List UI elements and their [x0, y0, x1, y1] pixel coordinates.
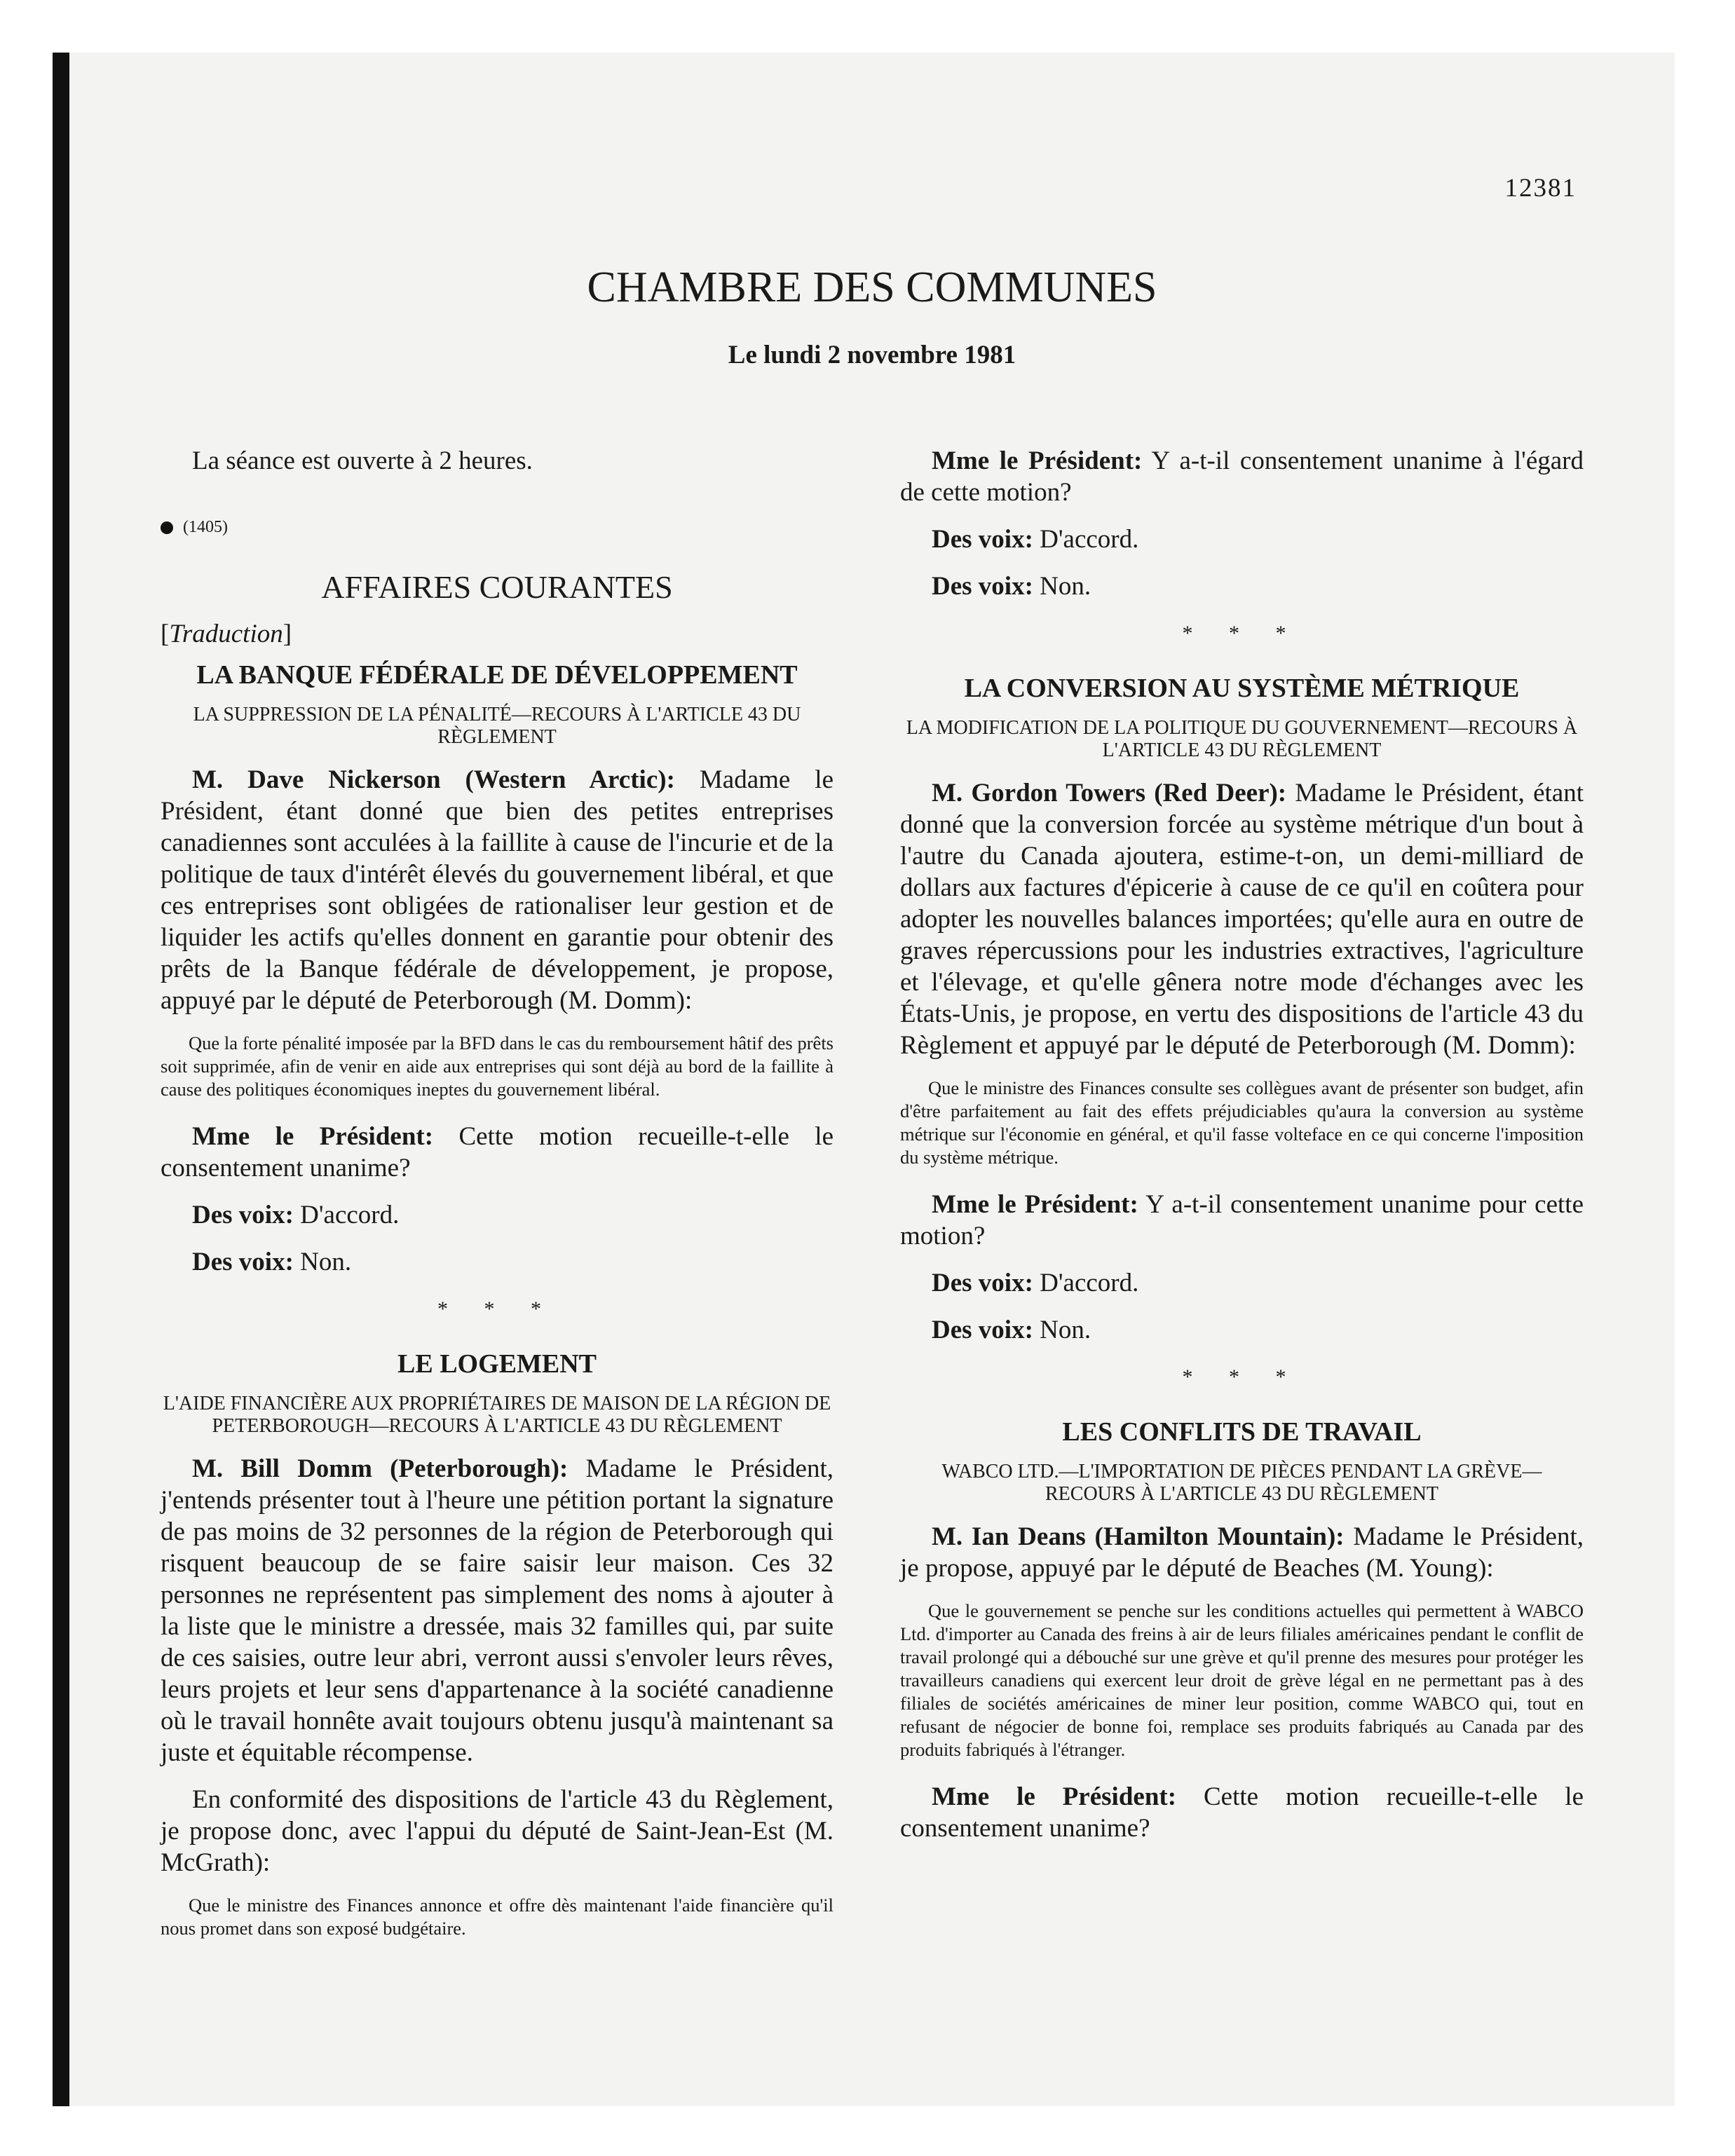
topic-heading-logement: LE LOGEMENT [397, 1349, 597, 1379]
right-column [900, 445, 1584, 1860]
time-marker [161, 512, 834, 543]
motion-text-metrique: Que le ministre des Finances consulte ses collègues avant de présenter son budget, afin d'être parfaitement au fait des effets préjudiciables qu'aura la conversion au système métrique sur l'économie en général, et qu'il fasse volteface en ce qui concerne l'imposition du système métrique. [900, 1077, 1584, 1168]
voices-no [161, 1246, 834, 1278]
opening-line: La séance est ouverte à 2 heures. [192, 446, 533, 475]
speech-text: Madame le Président, je propose, appuyé par le député de Beaches (M. Young): [900, 1522, 1584, 1583]
speaker-name: Des voix: [932, 1316, 1033, 1344]
section-heading: AFFAIRES COURANTES [321, 569, 673, 605]
speech-text: Cette motion recueille-t-elle le consentement unanime? [161, 1122, 834, 1182]
speech-text: D'accord. [300, 1201, 400, 1229]
speech-text: Madame le Président, j'entends présenter tout à l'heure une pétition portant la signature de pas moins de 32 personnes de la région de Peterborough qui risquent beaucoup de se faire saisir leur maison. Ces 32 personnes ne représentent pas simplement des noms à ajouter à la liste que le ministre a dressée, mais 32 familles qui, par suite de ces saisies, outre leur abri, verront aussi s'envoler leurs rêves, leurs projets et leur sens d'appartenance à la société canadienne où le travail honnête avait toujours obtenu jusqu'à maintenant sa juste et équitable récompense. [161, 1454, 834, 1767]
voices-no [900, 1314, 1584, 1346]
translation-note-text: Traduction [169, 620, 283, 648]
speaker-name: Des voix: [932, 1269, 1033, 1297]
speaker-name: Mme le Président: [932, 1782, 1177, 1811]
motion-text-travail: Que le gouvernement se penche sur les conditions actuelles qui permettent à WABCO Ltd. d'importer au Canada des freins à air de leurs filiales américaines pendant le conflit de travail prolongé qui a débouché sur une grève et qu'il prenne des mesures pour protéger les travailleurs canadiens qui exercent leur droit de grève légal en ne permettant pas à des filiales de sociétés américaines de miner leur position, comme WABCO qui, tout en refusant de négocier de bonne foi, remplace ses produits fabriqués au Canada par des produits fabriqués à l'étranger. [900, 1600, 1584, 1760]
binding-edge [53, 53, 69, 2106]
motion-text-bfd: Que la forte pénalité imposée par la BFD dans le cas du remboursement hâtif des prêts soit supprimée, afin de venir en aide aux entreprises qui sont déjà au bord de la faillite à cause des politiques économiques ineptes du gouvernement libéral. [161, 1032, 834, 1100]
speech-domm-continued: En conformité des dispositions de l'article 43 du Règlement, je propose donc, avec l'appui du député de Saint-Jean-Est (M. McGrath): [161, 1785, 834, 1877]
speech-nickerson [161, 764, 834, 1016]
topic-subheading-metrique: LA MODIFICATION DE LA POLITIQUE DU GOUVERNEMENT—RECOURS À L'ARTICLE 43 DU RÈGLEMENT [906, 717, 1578, 761]
speaker-name: Des voix: [192, 1201, 294, 1229]
speaker-name: M. Bill Domm (Peterborough): [192, 1454, 569, 1483]
topic-heading-bfd: LA BANQUE FÉDÉRALE DE DÉVELOPPEMENT [196, 660, 798, 690]
president-question [161, 1121, 834, 1184]
speech-text: Non. [1040, 1316, 1091, 1344]
president-question [900, 445, 1584, 508]
section-separator: * * * [1182, 622, 1302, 645]
speaker-name: M. Ian Deans (Hamilton Mountain): [932, 1522, 1345, 1551]
speaker-name: M. Gordon Towers (Red Deer): [932, 779, 1287, 807]
voices-yes [900, 524, 1584, 555]
speech-text: Non. [300, 1248, 352, 1276]
topic-heading-metrique: LA CONVERSION AU SYSTÈME MÉTRIQUE [964, 674, 1520, 703]
page-title: CHAMBRE DES COMMUNES [587, 264, 1157, 311]
speech-text: Madame le Président, étant donné que bien des petites entreprises canadiennes sont acculées à la faillite à cause de l'incurie et de la politique de taux d'intérêt élevés du gouvernement libéral, et que ces entreprises sont obligées de rationaliser leur gestion et de liquider les actifs qu'elles donnent en garantie pour obtenir des prêts de la Banque fédérale de développement, je propose, appuyé par le député de Peterborough (M. Domm): [161, 765, 834, 1015]
left-column [161, 445, 834, 1960]
speaker-name: M. Dave Nickerson (Western Arctic): [192, 765, 675, 794]
president-question [900, 1781, 1584, 1844]
motion-text-logement: Que le ministre des Finances annonce et offre dès maintenant l'aide financière qu'il nous promet dans son exposé budgétaire. [161, 1895, 834, 1939]
topic-subheading-travail: WABCO LTD.—L'IMPORTATION DE PIÈCES PENDANT LA GRÈVE—RECOURS À L'ARTICLE 43 DU RÈGLEMENT [941, 1461, 1542, 1505]
time-marker-text: (1405) [183, 518, 228, 536]
translation-note: [Traduction] [161, 620, 292, 648]
topic-subheading-logement: L'AIDE FINANCIÈRE AUX PROPRIÉTAIRES DE MAISON DE LA RÉGION DE PETERBOROUGH—RECOURS À L'ARTICLE 43 DU RÈGLEMENT [163, 1393, 831, 1437]
speaker-name: Des voix: [932, 572, 1033, 601]
speech-towers [900, 777, 1584, 1061]
page-sheet [69, 53, 1675, 2106]
voices-yes [161, 1199, 834, 1231]
speech-domm [161, 1453, 834, 1768]
bullet-icon [161, 521, 173, 534]
speech-text: D'accord. [1040, 1269, 1139, 1297]
section-separator: * * * [1182, 1365, 1302, 1389]
speech-deans [900, 1521, 1584, 1584]
president-question [900, 1189, 1584, 1252]
speaker-name: Mme le Président: [932, 1190, 1138, 1219]
speech-text: Non. [1040, 572, 1091, 601]
voices-no [900, 571, 1584, 602]
speaker-name: Mme le Président: [932, 446, 1143, 475]
speech-text: Cette motion recueille-t-elle le consentement unanime? [900, 1782, 1584, 1843]
speech-text: Y a-t-il consentement unanime pour cette motion? [900, 1190, 1584, 1250]
section-separator: * * * [437, 1297, 557, 1321]
voices-yes [900, 1267, 1584, 1299]
sitting-date: Le lundi 2 novembre 1981 [728, 341, 1016, 369]
speech-text: D'accord. [1040, 525, 1139, 554]
speaker-name: Des voix: [192, 1248, 294, 1276]
speaker-name: Mme le Président: [192, 1122, 434, 1151]
speech-text: Y a-t-il consentement unanime à l'égard de cette motion? [900, 446, 1584, 507]
topic-heading-travail: LES CONFLITS DE TRAVAIL [1062, 1417, 1422, 1447]
topic-subheading-bfd: LA SUPPRESSION DE LA PÉNALITÉ—RECOURS À L'ARTICLE 43 DU RÈGLEMENT [193, 704, 801, 748]
page-number: 12381 [1504, 174, 1577, 203]
speech-text: Madame le Président, étant donné que la conversion forcée au système métrique d'un bout à l'autre du Canada ajoutera, estime-t-on, un demi-milliard de dollars aux factures d'épicerie à cause de ce qu'il en coûtera pour adopter les nouvelles balances importées; qu'elle aura en outre de graves répercussions pour les industries extractives, l'agriculture et l'élevage, et qu'elle gênera notre mode d'échanges avec les États-Unis, je propose, en vertu des dispositions de l'article 43 du Règlement et appuyé par le député de Peterborough (M. Domm): [900, 779, 1584, 1060]
speaker-name: Des voix: [932, 525, 1033, 554]
